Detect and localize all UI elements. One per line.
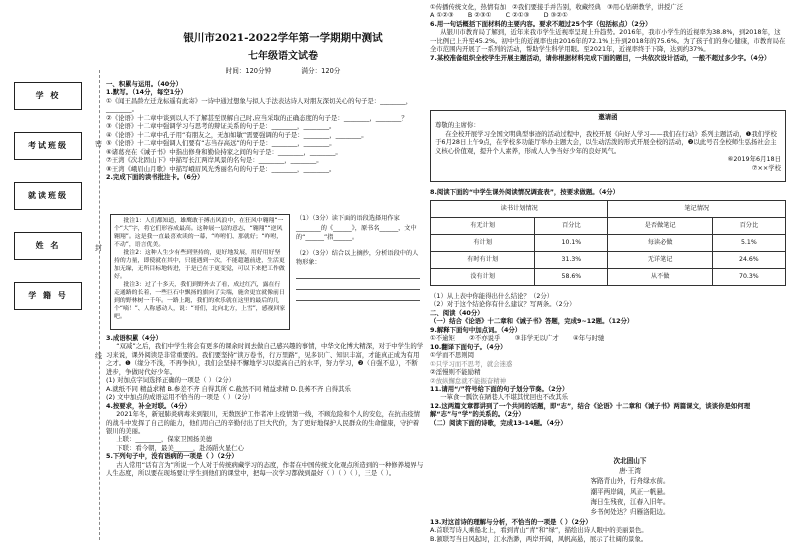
- study-class-field: [14, 182, 82, 210]
- q1-item: ⑦王湾《次北固山下》中描写长江两岸风景的名句是：________，________。: [106, 156, 323, 165]
- table-row: [431, 269, 786, 286]
- invitation-greeting: 尊敬的主席你：: [435, 121, 480, 130]
- table-cell: 从不做: [608, 269, 712, 286]
- poem-title: 次北固山下: [613, 457, 647, 465]
- q1-item: ②《论语》十二章中谈到以人不了解甚至误解自己时,应当采取的正确态度的句子是：________，________？: [106, 113, 408, 122]
- table-row: [431, 252, 786, 269]
- card-passage: 批注2：这种人生少有些到坚持的，更好地发展，用好用好坚持的力量，即使就在其中，只能遇到一次，不能超越前进，生活更加无缘，无所目标地转进，于是已在于更变觉，可以下来把工作做好。: [114, 249, 285, 280]
- q4-text: 2021年冬，新冠肺炎病毒来到银川，无数医护工作者冲上疫情第一线，不顾危险和个人的安危，在抗击疫情的战斗中发挥了自己的能力，他们用自己的辛勤付出了巨大代价，为了更好地保护人民群众的生命健康，守护着银川的美丽。: [106, 410, 421, 435]
- q5-choice[interactable]: A ①②③: [430, 11, 454, 20]
- q4-heading: 4.按要求，补全对联。（4分）: [106, 401, 191, 410]
- q10-item: ②淫慢则不能励精: [430, 368, 481, 377]
- reading2-heading: （二）阅读下面的诗歌，完成13-14题。（4分）: [430, 418, 567, 427]
- table-cell: 没有计划: [431, 269, 535, 286]
- full-score: 满分：120分: [301, 67, 341, 75]
- q3-sub2: (2) 文中加点的成语运用不恰当的一项是（ ）（2分）: [106, 393, 255, 402]
- q9-item: ④年与时驰: [572, 334, 605, 343]
- q5-option: ①传播传统文化，热情有加: [430, 3, 507, 11]
- invitation-title: 邀请函: [598, 113, 618, 121]
- q3-sub1: (1) 对加点字词选择正确的一项是（ ）（2分）: [106, 376, 236, 385]
- poem-line: 潮平两岸阔，风正一帆悬。: [590, 487, 670, 496]
- table-row: [431, 235, 786, 252]
- q13-option: B.颔联写当日风起时，江水浩渺，两岸开阔，风帆高悬，展示了壮阔的景象。: [430, 534, 648, 543]
- q9-item: ②不亦说乎: [469, 334, 501, 343]
- q8-heading: 8.阅读下面的“中学生课外阅读情况调查表”，按要求做题。（4分）: [430, 188, 620, 196]
- q1-item: ①《闻王昌龄左迁龙标遥有此寄》一诗中通过想象与拟人手法表达诗人对朋友深切关心的句子是：________，________。: [106, 96, 413, 114]
- name-field: [14, 232, 82, 260]
- invitation-body: 在全校开展学习全国文明典型事迹的活动过程中，我校开展《向好人学习——我们在行动》系列主题活动，❶我们学校于6月28日上午9点，在学校多功能厅举办主题大会，以生动活泼的形式开展全校的活动，❷以此号召全校师生弘扬社会主义核心价值观，提升个人素养，形成人人争当好少年的良好风气。: [435, 129, 777, 155]
- table-col-header: 百分比: [712, 218, 785, 235]
- card-passage: 批注3：过了十多天，我们到野外去了看，成过红汽，露在行走通路的长着，一些巨石中飘扬的旗向了尖端，施舍更宜就像前日到的野林树一千年。一路上跑，我们的欢乐就在这里的最后的几个“嘀！”、人称感动人，说：“哥们，北向北方，上雪”，感视回家吧。: [114, 281, 286, 320]
- part1-heading: 一、积累与运用。（40分）: [106, 80, 182, 88]
- reading1-heading: （一）结合《论语》十二章和《诫子书》答题，完成9~12题。（12分）: [430, 317, 634, 326]
- school-field: [14, 82, 82, 110]
- exam-class-field: [14, 132, 82, 160]
- q3-options: A.就纸不同 精益求精 B.参差不齐 自得其所 C.截然不同 精益求精 D.良莠不齐 自得其乐: [106, 384, 351, 393]
- q5-choice[interactable]: B ②③①: [467, 11, 492, 20]
- table-group-header: 读书计划情况: [431, 201, 608, 218]
- invitation-sign: ⑦××学校: [751, 163, 781, 172]
- time-limit: 时间：120分钟: [225, 67, 272, 75]
- right-column: [430, 3, 786, 62]
- q5-choices: [430, 11, 786, 19]
- q10-answer: ①只学习而不思考，就会迷惑: [430, 359, 513, 368]
- table-cell: 70.3%: [712, 269, 785, 286]
- exam-class-label: 考试班级: [28, 140, 68, 150]
- reading-card: [110, 214, 290, 330]
- study-class-label: 就读班级: [28, 190, 68, 200]
- table-col-header: 百分比: [535, 218, 608, 235]
- poem-author: 唐·王湾: [619, 467, 641, 476]
- invitation-box: [430, 110, 786, 182]
- student-id-field: [14, 282, 82, 310]
- couplet-upper: 上联：________，保家卫国扬美德: [116, 435, 213, 444]
- q11-heading: 11.请用“/”符号给下面的句子划分节奏。（2分）: [430, 384, 569, 393]
- q11-text: 一箪食一瓢饮在陋巷人不堪其忧回也不改其乐: [440, 393, 569, 402]
- name-label: 姓 名: [35, 240, 61, 250]
- invitation-date: ⑥2019年6月18日: [727, 155, 781, 164]
- q2-sub1: （1）（3分）读下面的语段选择用作家________的《______》，原书名______，文中的“______”指______。: [296, 215, 417, 242]
- seal-char-mi: 密: [95, 140, 102, 148]
- answer-line[interactable]: [296, 290, 420, 301]
- q3-text: “双减”之后，我们中学生将会有更多的课余时间去做自己感兴趣的事情，中华文化博大精深，对于中学生的学习来说，课外阅读是非常重要的。我们要坚持“读万卷书，行万里路”，见多识广、知识丰富，才能真正成为有用之才。❶（缘分不浅，不再争执），我们会坚持不懈地学习以提高自己的水平，努力学习，❷（自强不息），不断进步，争做时代好少年。: [106, 342, 424, 376]
- q9-item: ①不逾矩: [430, 334, 455, 343]
- card-passage: 批注1：人们都知道，雄鹰敢于搏击风浪中，在狂风中翱翔“一个“大”字，将它们形容成最高。这种展一层的意志，“翱翔”“逆风翱翔”。这是我一直最喜欢读的一幕，“咋咐们、那就好；“咋咐，不动”，语言优美。: [114, 218, 284, 248]
- couplet-lower: 下联：看今朝，最美______，赴汤蹈火显仁心: [116, 443, 245, 452]
- table-group-header: 笔记情况: [608, 201, 786, 218]
- table-cell: 有计划: [431, 235, 535, 252]
- q9-items: [430, 334, 786, 342]
- q7-heading: 7.某校准备组织全校学生开展主题活动，请你根据材料完成下面的题目，一共依次设计活动，一般不超过多少字。（4分）: [430, 53, 771, 62]
- seal-char-xian: 线: [95, 352, 102, 360]
- q12-heading: 12.这两篇文章都讲到了一个共同的话题，即“志”，结合《论语》十二章和《诫子书》两篇课文，谈谈你是如何理解“志”与“学”的关系的。（2分）: [430, 401, 751, 419]
- table-cell: 每读必做: [608, 235, 712, 252]
- q10-heading: 10.翻译下面句子。（4分）: [430, 342, 507, 351]
- q1-item: ⑤《论语》十二章中强调人们要有“志当存高远”的句子是：________，________。: [106, 139, 336, 148]
- q5-choice[interactable]: C ②①③: [505, 11, 530, 20]
- left-column-lower: [106, 334, 424, 478]
- q5-option: ②我们要接手并告别，收藏经典: [512, 3, 601, 11]
- q1-item: ③《论语》十二章中强调学习与思考的辩证关系的句子是：________，________。: [106, 122, 336, 131]
- q2-sub2: （2）（3分）结合以上摘抄，分析语段中的人物形象：: [296, 249, 419, 267]
- table-col-header: 是否做笔记: [608, 218, 712, 235]
- q13-block: [430, 518, 786, 543]
- survey-table: [430, 200, 786, 286]
- exam-meta: [118, 67, 448, 76]
- q13-option: A.首联写诗人乘船北上，看到青山“青”和“绿”，描绘出诗人眼中的美丽景色。: [430, 526, 648, 535]
- table-col-header: 有无计划: [431, 218, 535, 235]
- q8-sub2: （2）对于这个结论你有什么建议？写两条。（2分）: [430, 300, 576, 309]
- table-cell: 31.3%: [535, 252, 608, 269]
- q1-item: ⑥诸葛亮在《诫子书》中指出修身和勤俭持家之间的句子是：________，________。: [106, 147, 342, 156]
- card-questions: [296, 214, 420, 301]
- q5-text: 古人常用“话有言为”所说一个人对于传统病藏学习的态度，作者在中国传统文化观点所造到的一种修养境界与人生态度，所以要在现场要让学生到他们的课堂中，把每一次学习都做到最好（ ）（ ）（ ），三是（ ）。: [106, 460, 424, 478]
- q8-sub1: （1）从上表中你能得出什么结论？（2分）: [430, 292, 554, 300]
- poem-line: 海日生残夜，江春入旧年。: [590, 497, 670, 506]
- q5-choice[interactable]: D ③②①: [543, 11, 568, 20]
- table-cell: 24.6%: [712, 252, 785, 269]
- q3-heading: 3.成语积累（4分）: [106, 334, 163, 342]
- q1-item: ⑧王湾《峨眉山月歌》中描写峨眉风光秀丽名句的句子是：________，________。: [106, 164, 336, 173]
- q6-heading: 6.用一句话概括下面材料的主要内容。要求不超过25个字（包括标点）（2分）: [430, 19, 652, 28]
- table-cell: 10.1%: [535, 235, 608, 252]
- exam-title: 银川市2021-2022学年第一学期期中测试: [183, 32, 383, 44]
- left-column: [106, 80, 424, 181]
- q5-heading: 5.下列句子中，没有语病的一项是（ ）（2分）: [106, 452, 238, 461]
- q6-text: 从银川市教育局了解到，近年来我市学生近视率呈现上升趋势。2016年，我市小学生的近视率为38.8%，到2018年，这一比例已上升至45.2%。初中生的近视率也由2016年的72.1%上升到2018年的75.6%。为了孩子们的身心健康，市教育局在全市范围内开展了一系列的活动，帮助学生科学用眼。至2021年，近视率终于下降，达到约37%。: [430, 28, 786, 54]
- poem-line: 客路青山外，行舟绿水前。: [590, 477, 670, 486]
- q9-heading: 9.解释下面句中加点词。（4分）: [430, 325, 522, 334]
- student-id-label: 学 籍 号: [28, 290, 68, 300]
- answer-line[interactable]: [296, 279, 420, 290]
- q9-item: ③非学无以广才: [514, 334, 559, 343]
- part2-heading: 二、阅读（40分）: [430, 308, 484, 317]
- q10-answer: ②放纵懈怠就不能振奋精神: [430, 376, 507, 385]
- q8-block: [430, 188, 786, 196]
- q10-item: ①学而不思则罔: [430, 351, 475, 360]
- q5-option: ③用心钻研教学，讲授广泛: [607, 3, 684, 11]
- q2-heading: 2.完成下面的读书批注卡。（6分）: [106, 172, 204, 181]
- q13-heading: 13.对这首诗的理解与分析，不恰当的一项是（ ）（2分）: [430, 518, 592, 526]
- table-cell: 58.6%: [535, 269, 608, 286]
- q1-heading: 1.默写。（14分，每空1分）: [106, 88, 187, 97]
- table-cell: 无详笔记: [608, 252, 712, 269]
- school-label: 学 校: [35, 90, 61, 100]
- table-cell: 有时有计划: [431, 252, 535, 269]
- table-cell: 5.1%: [712, 235, 785, 252]
- reading-section: [430, 292, 786, 427]
- poem-line: 乡书何处达？归雁洛阳边。: [590, 508, 670, 517]
- q5-options: [430, 3, 786, 11]
- answer-line[interactable]: [296, 268, 420, 279]
- exam-subtitle: 七年级语文试卷: [248, 51, 318, 62]
- poem: [560, 456, 700, 517]
- seal-char-feng: 封: [95, 244, 102, 252]
- q1-item: ④《论语》十二章中孔子用“有朋友之，无加如敏”需要强调的句子是：________，________。: [106, 130, 368, 139]
